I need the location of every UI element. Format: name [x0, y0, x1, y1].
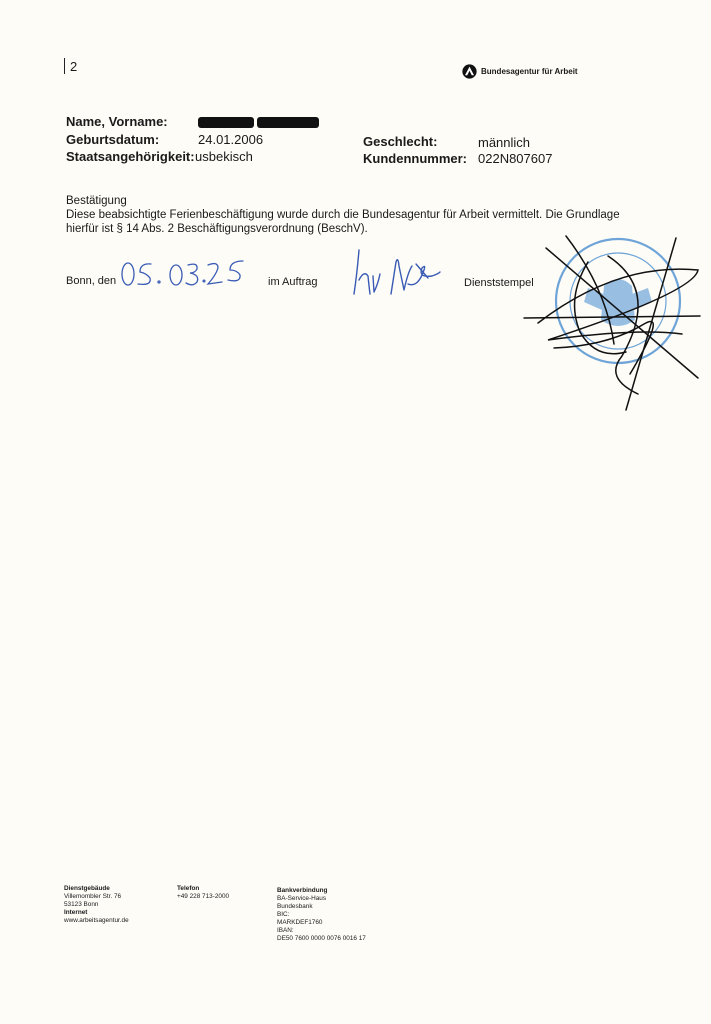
confirmation-line-1: Diese beabsichtigte Ferienbeschäftigung wurde durch die Bundesagentur für Arbeit vermittelt. Die Grundlage: [66, 209, 620, 221]
footer-phone-title: Telefon: [177, 885, 200, 892]
footer-internet-title: Internet: [64, 909, 88, 916]
handwritten-signature: [346, 244, 446, 300]
footer-city: 53123 Bonn: [64, 901, 99, 908]
page-number: 2: [64, 58, 77, 74]
footer-iban: DE50 7600 0000 0076 0016 17: [277, 935, 366, 942]
redacted-firstname: [257, 117, 319, 128]
footer-bank-name-1: BA-Service-Haus: [277, 895, 327, 902]
birth-label: Geburtsdatum:: [66, 132, 160, 147]
agency-logo: [462, 64, 578, 79]
birth-value: 24.01.2006: [198, 132, 264, 147]
footer-website: www.arbeitsagentur.de: [64, 917, 129, 924]
gender-label: Geschlecht:: [363, 134, 438, 149]
place-label: Bonn, den: [66, 275, 117, 287]
footer-phone-number: +49 228 713-2000: [177, 893, 230, 900]
footer-bic: MARKDEF1760: [277, 919, 323, 926]
gender-value: männlich: [478, 135, 531, 150]
official-stamp: [518, 228, 708, 413]
footer-bank: [277, 887, 366, 943]
confirmation-title: Bestätigung: [66, 195, 127, 207]
footer-bank-title: Bankverbindung: [277, 887, 328, 894]
footer-bank-name-2: Bundesbank: [277, 903, 313, 910]
agency-name: Bundesagentur für Arbeit: [481, 67, 578, 76]
footer-iban-label: IBAN:: [277, 927, 294, 934]
confirmation-line-2: hierfür ist § 14 Abs. 2 Beschäftigungsverordnung (BeschV).: [66, 223, 368, 235]
nationality-label: Staatsangehörigkeit:: [66, 149, 195, 164]
footer-address: [64, 885, 129, 925]
name-label: Name, Vorname:: [66, 114, 168, 129]
footer-street: Villemombler Str. 76: [64, 893, 122, 900]
customer-number-label: Kundennummer:: [363, 151, 467, 166]
stamp-label: Dienststempel: [464, 277, 534, 289]
nationality-value: usbekisch: [195, 149, 253, 164]
on-behalf-label: im Auftrag: [268, 276, 318, 288]
redacted-surname: [198, 117, 254, 128]
footer-building-title: Dienstgebäude: [64, 885, 110, 892]
ba-logo-icon: [462, 64, 477, 79]
footer-phone: [177, 885, 229, 901]
footer-bic-label: BIC:: [277, 911, 290, 918]
customer-number-value: 022N807607: [478, 151, 553, 166]
handwritten-date: [118, 253, 258, 293]
